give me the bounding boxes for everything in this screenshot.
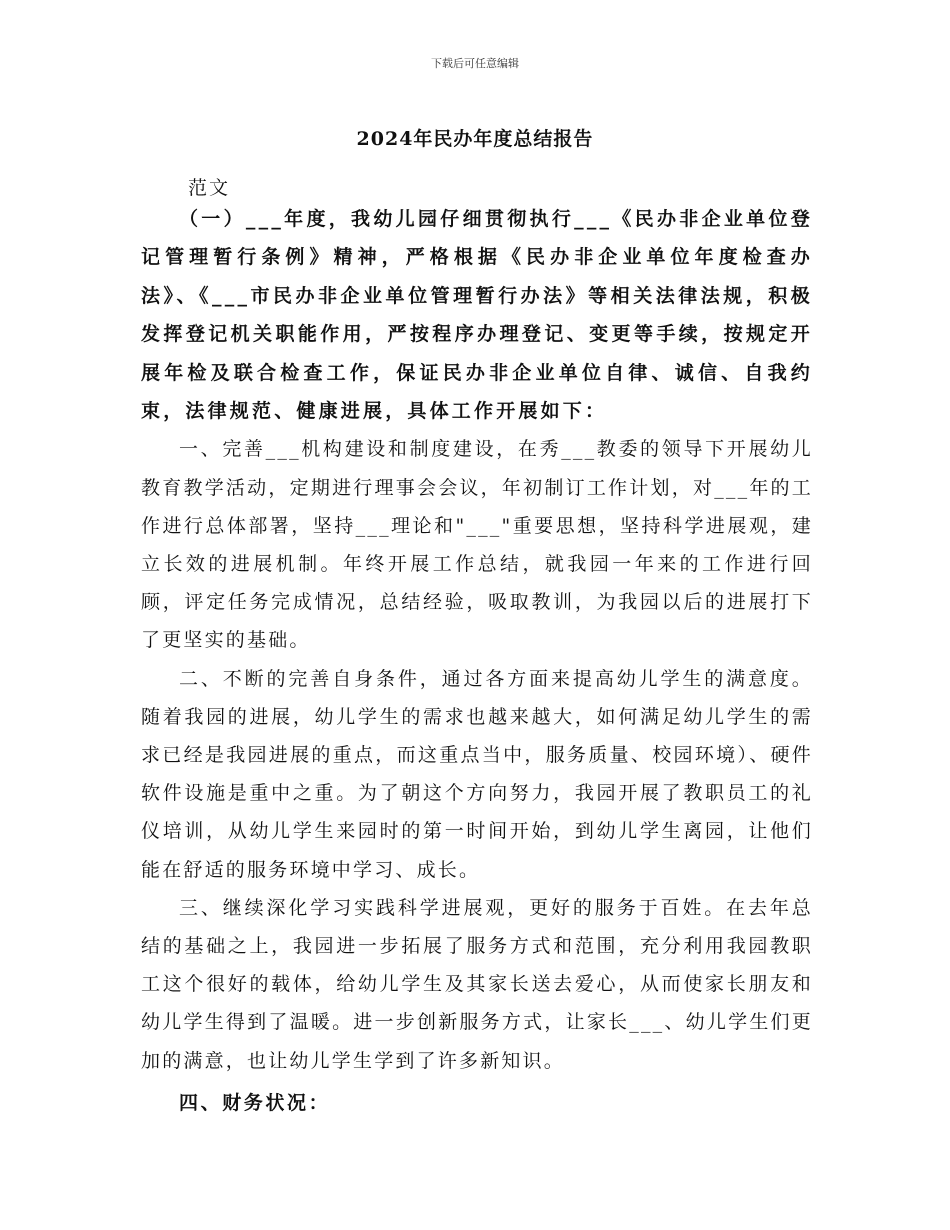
paragraph-section-3: 三、继续深化学习实践科学进展观，更好的服务于百姓。在去年总结的基础之上，我园进一步拓展了服务方式和范围，充分利用我园教职工这个很好的载体，给幼儿学生及其家长送去爱心，从而使家长朋友和幼儿学生得到了温暖。进一步创新服务方式，让家长___、幼儿学生们更加的满意，也让幼儿学生学到了许多新知识。 [141,896,813,1072]
paragraph-section-1: 一、完善___机构建设和制度建设，在秀___教委的领导下开展幼儿教育教学活动，定期进行理事会会议，年初制订工作计划，对___年的工作进行总体部署，坚持___理论和"___"重要思想，坚持科学进展观，建立长效的进展机制。年终开展工作总结，就我园一年来的工作进行回顾，评定任务完成情况，总结经验，吸取教训，为我园以后的进展打下了更坚实的基础。 [141,438,813,652]
document-subtitle: 范文 [188,177,231,199]
document-title: 2024年民办年度总结报告 [356,128,594,150]
paragraph-section-2: 二、不断的完善自身条件，通过各方面来提高幼儿学生的满意度。随着我园的进展，幼儿学生的需求也越来越大，如何满足幼儿学生的需求已经是我园进展的重点，而这重点当中，服务质量、校园环境）、硬件软件设施是重中之重。为了朝这个方向努力，我园开展了教职员工的礼仪培训，从幼儿学生来园时的第一时间开始，到幼儿学生离园，让他们能在舒适的服务环境中学习、成长。 [141,667,813,881]
section-heading-finance: 四、财务状况： [179,1091,331,1114]
document-body [141,200,813,1122]
paragraph-intro: （一）___年度，我幼儿园仔细贯彻执行___《民办非企业单位登记管理暂行条例》精神，严格根据《民办非企业单位年度检查办法》、《___市民办非企业单位管理暂行办法》等相关法律法规，积极发挥登记机关职能作用，严按程序办理登记、变更等手续，按规定开展年检及联合检查工作，保证民办非企业单位自律、诚信、自我约束，法律规范、健康进展，具体工作开展如下： [141,208,813,423]
page-header-note: 下载后可任意编辑 [431,57,519,70]
